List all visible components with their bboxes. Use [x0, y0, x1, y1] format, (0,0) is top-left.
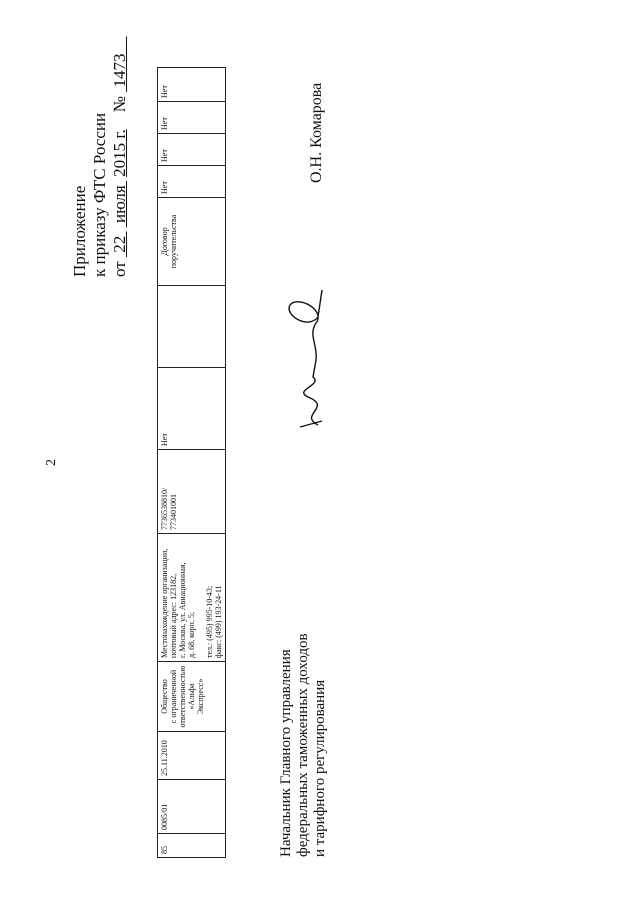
- register-table: [157, 67, 226, 858]
- cell-col6: Нет: [158, 368, 226, 450]
- cell-col11: Нет: [158, 102, 226, 134]
- cell-inn-kpp: 7736538810/ 773401001: [158, 450, 226, 534]
- cell-col9: Нет: [158, 166, 226, 198]
- fax: факс: (499) 193-24-11: [214, 585, 223, 658]
- cell-col12: Нет: [158, 68, 226, 102]
- cell-guarantee: Договор поручительства: [158, 198, 226, 286]
- date-day: 22: [110, 235, 129, 253]
- page-number: 2: [44, 459, 59, 466]
- phone: тел.: (495) 995-10-43;: [205, 585, 214, 658]
- appendix-header: [70, 37, 130, 277]
- cell-address: Местонахождение организации, почтовый адрес: 123182, г. Москва, ул. Авиационная, д. 68, корп. 5; тел.: (495) 995-10-43; факс: (499) 193-24-11: [158, 534, 226, 662]
- number-sign: №: [110, 96, 129, 113]
- cell-org-name: Общество с ограниченной ответственностью «Альфа Экспресс»: [158, 662, 226, 732]
- appendix-title: Приложение: [70, 185, 89, 277]
- appendix-order-ref: к приказу ФТС России: [90, 112, 109, 277]
- date-year: 2015 г.: [110, 129, 129, 177]
- appendix-date-line: [110, 37, 130, 277]
- cell-index: 85: [158, 834, 226, 858]
- table-row: [158, 68, 226, 858]
- signer-name: О.Н. Комарова: [308, 82, 325, 183]
- order-number: 1473: [110, 53, 129, 88]
- cell-col10: Нет: [158, 134, 226, 166]
- date-month: июля: [110, 185, 129, 224]
- date-prefix: от: [110, 261, 129, 277]
- cell-date: 25.11.2010: [158, 732, 226, 780]
- handwritten-signature: [278, 285, 338, 435]
- signer-title: Начальник Главного управления федеральных таможенных доходов и тарифного регулирования: [278, 633, 328, 857]
- cell-col7: [158, 286, 226, 368]
- cell-reg-number: 0085/01: [158, 780, 226, 834]
